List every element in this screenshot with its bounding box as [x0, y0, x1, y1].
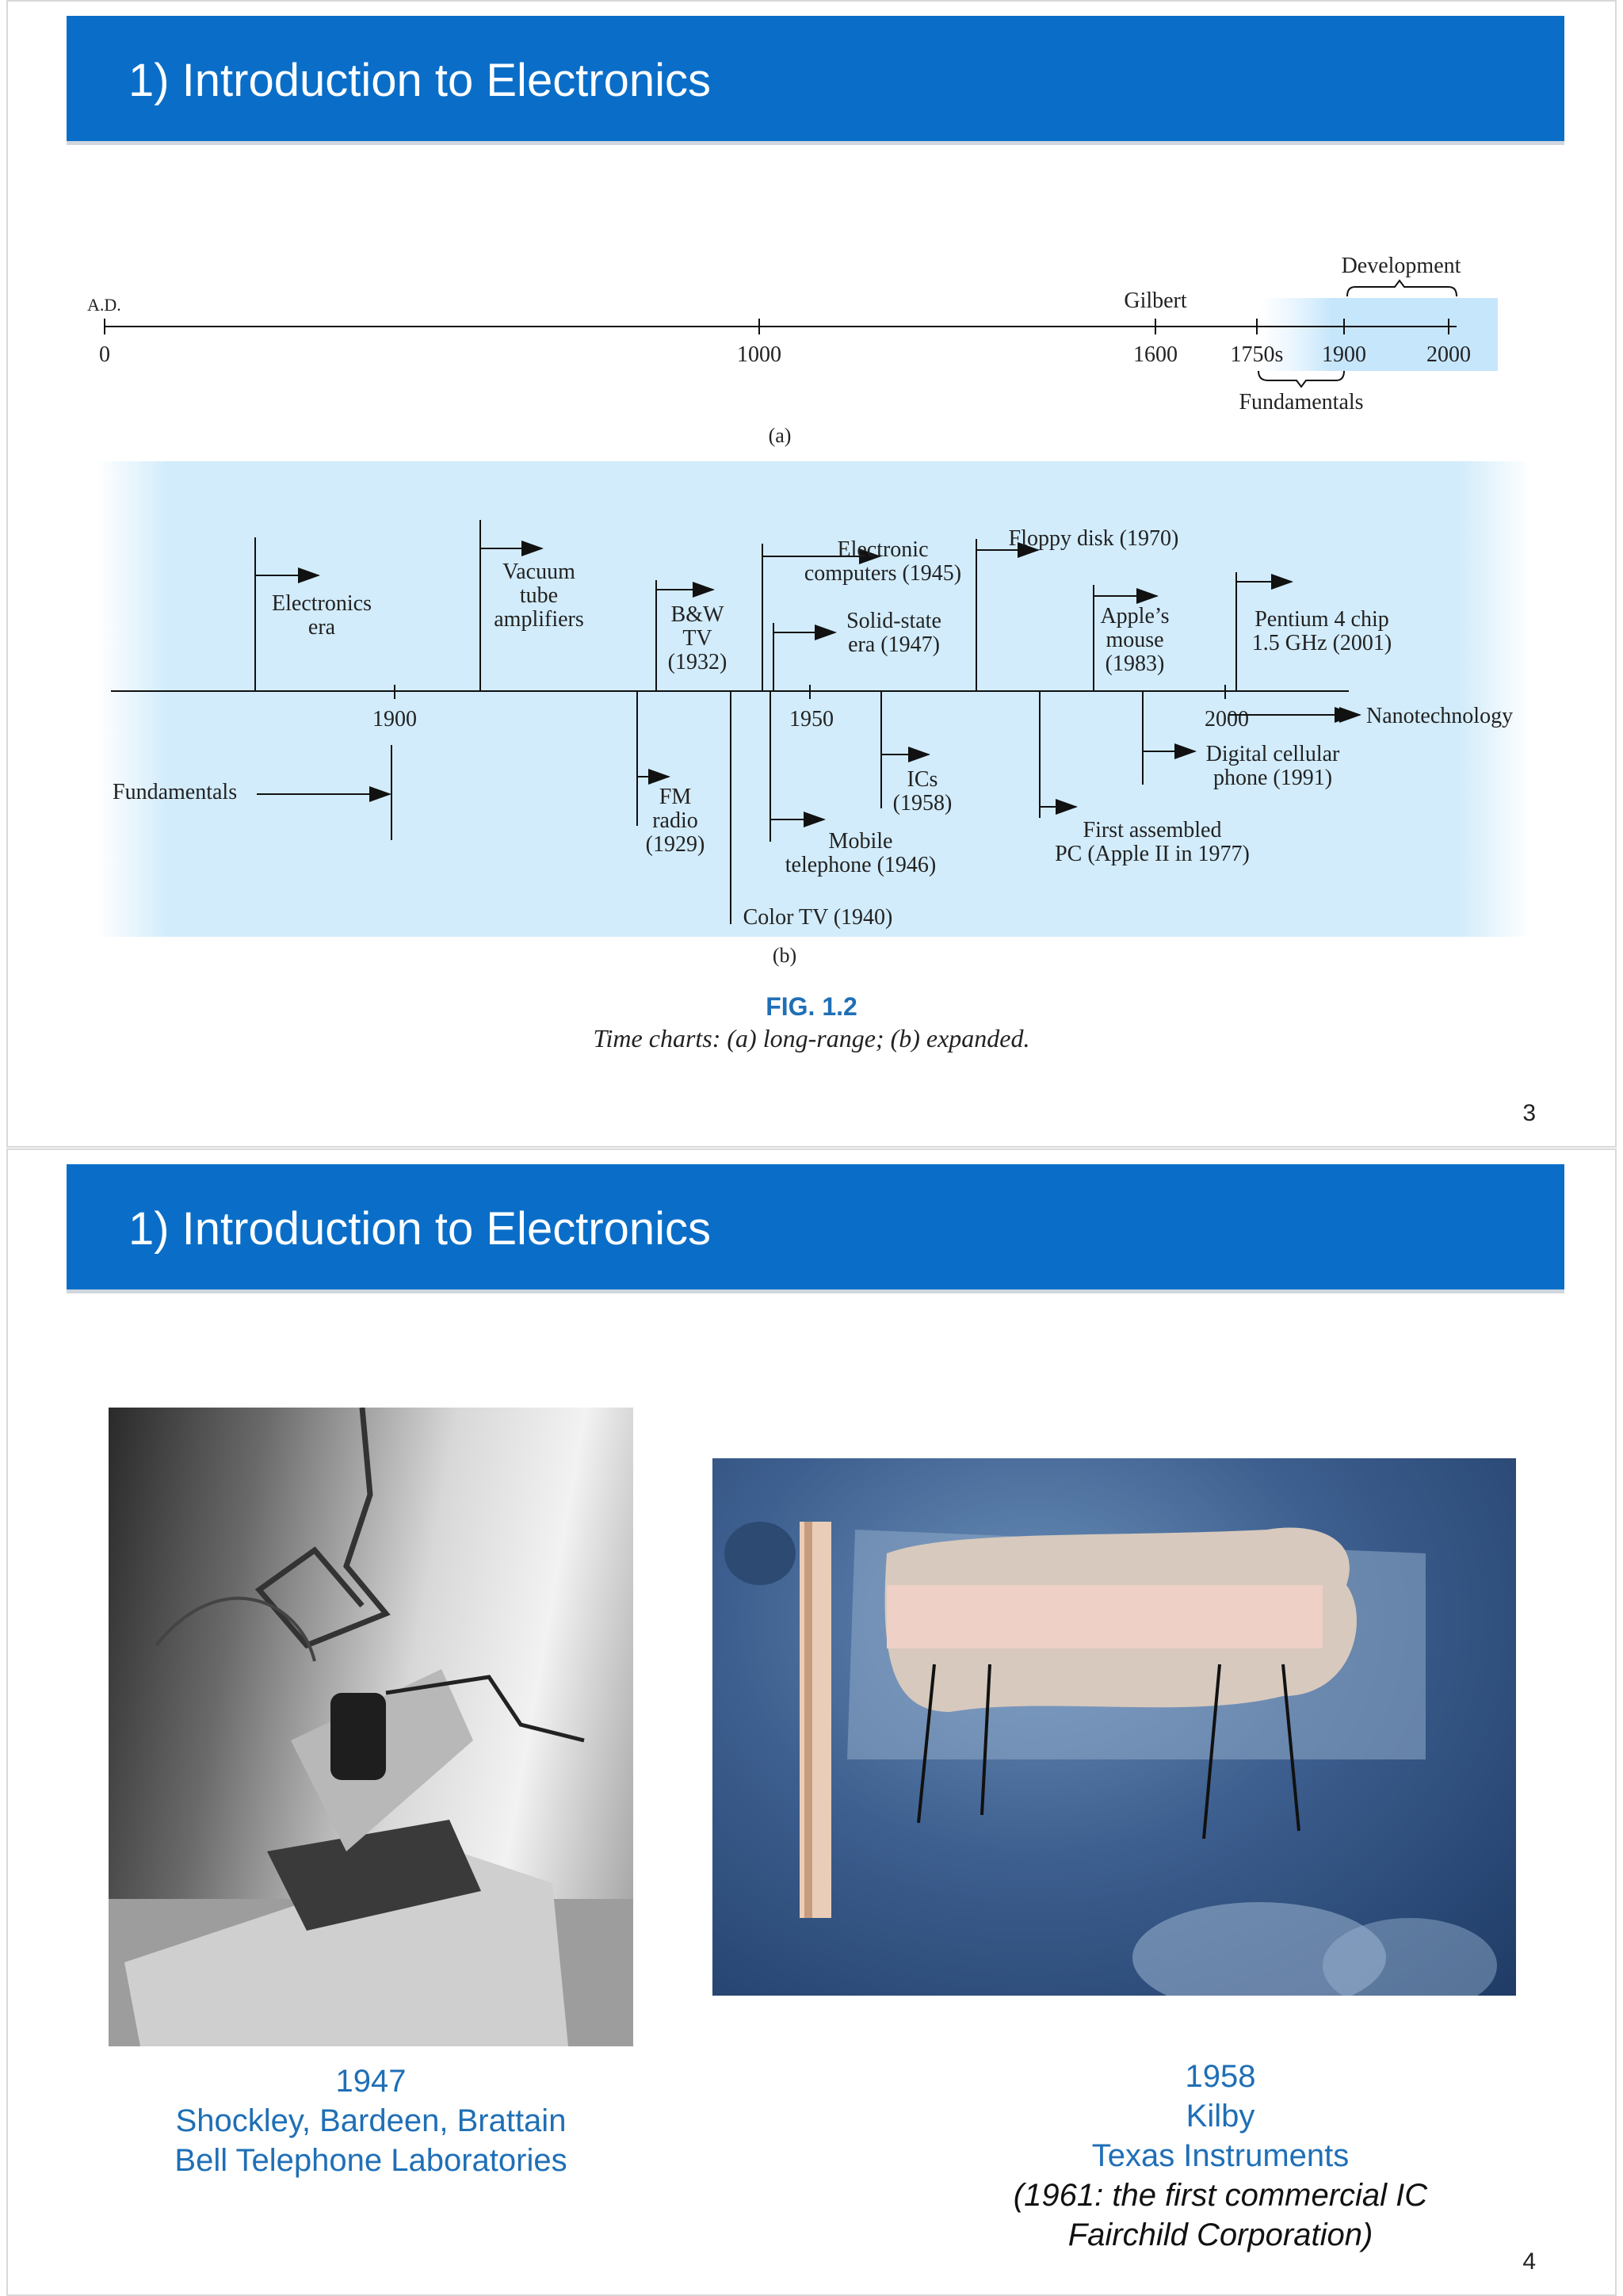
label-pentium: Pentium 4 chip 1.5 GHz (2001) — [1251, 607, 1392, 655]
slide-3 — [6, 0, 1617, 1148]
label-solid-state: Solid-state era (1947) — [846, 609, 941, 657]
tick-label: 0 — [99, 342, 110, 367]
caption-note-line2: Fairchild Corporation) — [1067, 2218, 1373, 2252]
tick-label: 1900 — [1322, 342, 1366, 367]
page-number: 4 — [1522, 2248, 1536, 2275]
development-label: Development — [1341, 254, 1461, 278]
era-label: A.D. — [87, 295, 121, 315]
label-apple-mouse: Apple’s mouse (1983) — [1100, 604, 1170, 676]
tick-label: 1000 — [737, 342, 781, 367]
tick-label: 2000 — [1205, 707, 1249, 732]
label-nanotechnology: Nanotechnology — [1366, 704, 1514, 728]
sublabel-b: (b) — [772, 944, 797, 967]
label-digital-cellular: Digital cellular phone (1991) — [1205, 742, 1340, 790]
timeline-b — [97, 461, 1531, 967]
right-caption — [943, 2057, 1498, 2255]
tick-label: 2000 — [1426, 342, 1471, 367]
tick-label: 1750s — [1230, 342, 1284, 367]
label-bw-tv: B&W TV (1932) — [667, 602, 727, 674]
tick-label: 1600 — [1133, 342, 1178, 367]
sublabel-a: (a) — [768, 424, 792, 447]
slide-title: 1) Introduction to Electronics — [128, 55, 712, 106]
label-fm-radio: FM radio (1929) — [645, 785, 705, 857]
caption-note-line1: (1961: the first commercial IC — [1013, 2178, 1428, 2213]
transistor-photo — [109, 1408, 633, 2046]
fundamentals-label: Fundamentals — [1239, 390, 1364, 415]
label-floppy-disk: Floppy disk (1970) — [1008, 526, 1179, 551]
fundamentals-brace — [1258, 371, 1344, 387]
label-electronic-computers: Electronic computers (1945) — [804, 537, 962, 586]
tick-label: 1950 — [789, 707, 834, 732]
caption-organization: Texas Instruments — [1091, 2138, 1350, 2173]
caption-year: 1958 — [1185, 2059, 1256, 2094]
label-mobile-telephone: Mobile telephone (1946) — [785, 829, 937, 877]
gilbert-label: Gilbert — [1124, 288, 1187, 313]
label-electronics-era: Electronics era — [272, 591, 372, 640]
slide-title: 1) Introduction to Electronics — [128, 1203, 712, 1255]
timeline-figure — [8, 2, 1617, 1148]
label-vacuum-tube: Vacuum tube amplifiers — [494, 560, 584, 632]
label-color-tv: Color TV (1940) — [743, 905, 893, 930]
timeline-a — [87, 254, 1498, 447]
figure-caption: Time charts: (a) long-range; (b) expanded. — [593, 1024, 1030, 1052]
label-first-pc: First assembled PC (Apple II in 1977) — [1055, 818, 1250, 866]
integrated-circuit-photo — [712, 1458, 1516, 1996]
page-number: 3 — [1522, 1100, 1536, 1126]
tick-label: 1900 — [372, 707, 417, 732]
slide-4 — [6, 1148, 1617, 2296]
figure-number: FIG. 1.2 — [766, 992, 857, 1021]
label-fundamentals: Fundamentals — [113, 780, 238, 804]
caption-organization: Bell Telephone Laboratories — [174, 2143, 567, 2178]
label-ics: ICs (1958) — [892, 767, 953, 816]
caption-names: Shockley, Bardeen, Brattain — [175, 2103, 567, 2138]
caption-name: Kilby — [1186, 2099, 1255, 2134]
caption-year: 1947 — [335, 2064, 407, 2099]
left-caption — [109, 2061, 633, 2180]
development-brace — [1347, 281, 1457, 296]
slide-header — [67, 1164, 1564, 1293]
